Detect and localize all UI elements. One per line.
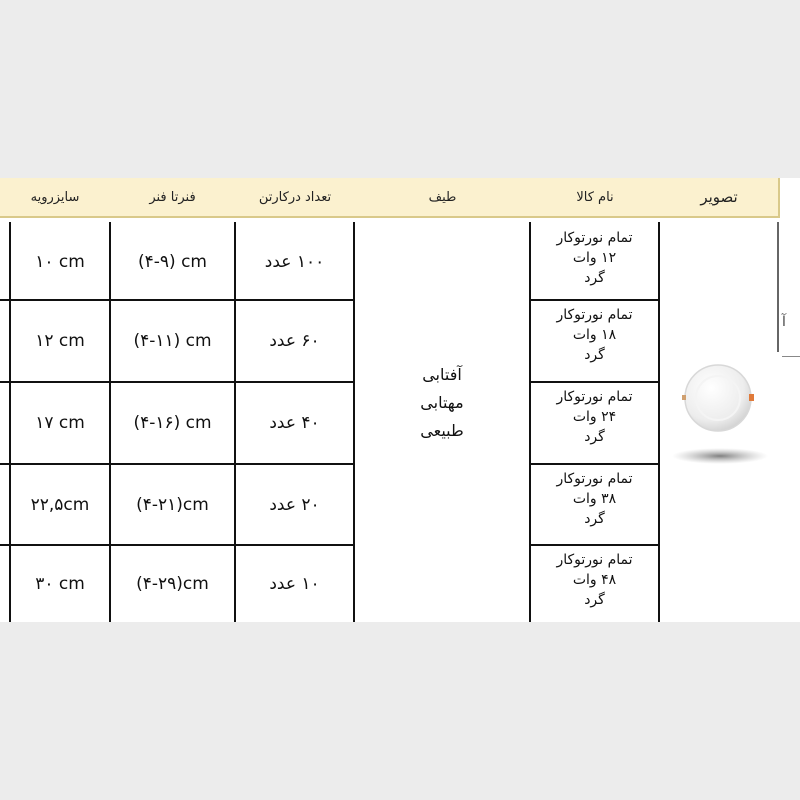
round-panel-light-icon xyxy=(668,358,778,468)
cell-surface-size: ۱۷ cm xyxy=(35,413,85,433)
product-wattage: ۲۴ وات xyxy=(572,409,617,425)
product-table xyxy=(0,178,800,622)
product-name-line: تمام نورتوکار xyxy=(556,552,633,568)
cell-spring-size: (۴-۱۶) cm xyxy=(133,413,212,433)
cell-product-name xyxy=(531,546,658,626)
cell-product-name xyxy=(531,301,658,385)
product-name-line: تمام نورتوکار xyxy=(556,471,633,487)
cell-surface-size: ۲۲,۵cm xyxy=(30,494,90,515)
spectrum-sunny: آفتابی xyxy=(422,365,462,384)
product-shape: گرد xyxy=(584,592,605,608)
cell-carton-count: ۱۰۰ عدد xyxy=(264,251,325,272)
header-image: تصویر xyxy=(700,188,738,206)
cell-surface-size: ۱۰ cm xyxy=(35,251,85,272)
cell-spring-size: (۴-۲۹)cm xyxy=(136,574,209,594)
product-wattage: ۳۸ وات xyxy=(572,491,617,507)
grid-col-line xyxy=(658,222,660,622)
product-shape: گرد xyxy=(584,511,605,527)
cell-surface-size: ۳۰ cm xyxy=(35,574,85,594)
table-header xyxy=(0,178,780,218)
header-product-name: نام کالا xyxy=(576,189,614,205)
cell-spring-size: (۴-۹) cm xyxy=(138,251,207,272)
product-shape: گرد xyxy=(584,347,605,363)
cell-surface-size: ۱۲ cm xyxy=(35,331,85,351)
cell-product-name xyxy=(531,224,658,303)
product-shape: گرد xyxy=(584,270,605,286)
spectrum-moonlight: مهتابی xyxy=(420,393,464,412)
side-fragment-text: آ xyxy=(782,314,786,330)
cell-carton-count: ۲۰ عدد xyxy=(269,494,320,515)
cell-carton-count: ۱۰ عدد xyxy=(269,574,320,594)
header-spring-size: فنرتا فنر xyxy=(149,189,196,205)
product-name-line: تمام نورتوکار xyxy=(556,389,633,405)
cell-spectrum xyxy=(355,348,529,458)
header-carton-count: تعداد درکارتن xyxy=(258,189,332,205)
product-name-line: تمام نورتوکار xyxy=(556,307,633,323)
product-shape: گرد xyxy=(584,429,605,445)
product-image xyxy=(668,358,778,468)
cell-carton-count: ۶۰ عدد xyxy=(269,331,320,351)
side-fragment-line xyxy=(782,356,800,357)
cell-spring-size: (۴-۲۱)cm xyxy=(136,494,209,515)
product-name-line: تمام نورتوکار xyxy=(556,230,633,246)
spectrum-natural: طبیعی xyxy=(420,421,464,440)
cell-product-name xyxy=(531,465,658,548)
cell-carton-count: ۴۰ عدد xyxy=(269,413,320,433)
cell-product-name xyxy=(531,383,658,467)
header-surface-size: سایزرویه xyxy=(30,189,80,205)
header-spectrum: طیف xyxy=(428,189,457,205)
product-wattage: ۴۸ وات xyxy=(572,572,617,588)
product-wattage: ۱۲ وات xyxy=(572,250,617,266)
grid-col-line xyxy=(777,222,779,352)
cell-spring-size: (۴-۱۱) cm xyxy=(133,331,212,351)
product-wattage: ۱۸ وات xyxy=(572,327,617,343)
